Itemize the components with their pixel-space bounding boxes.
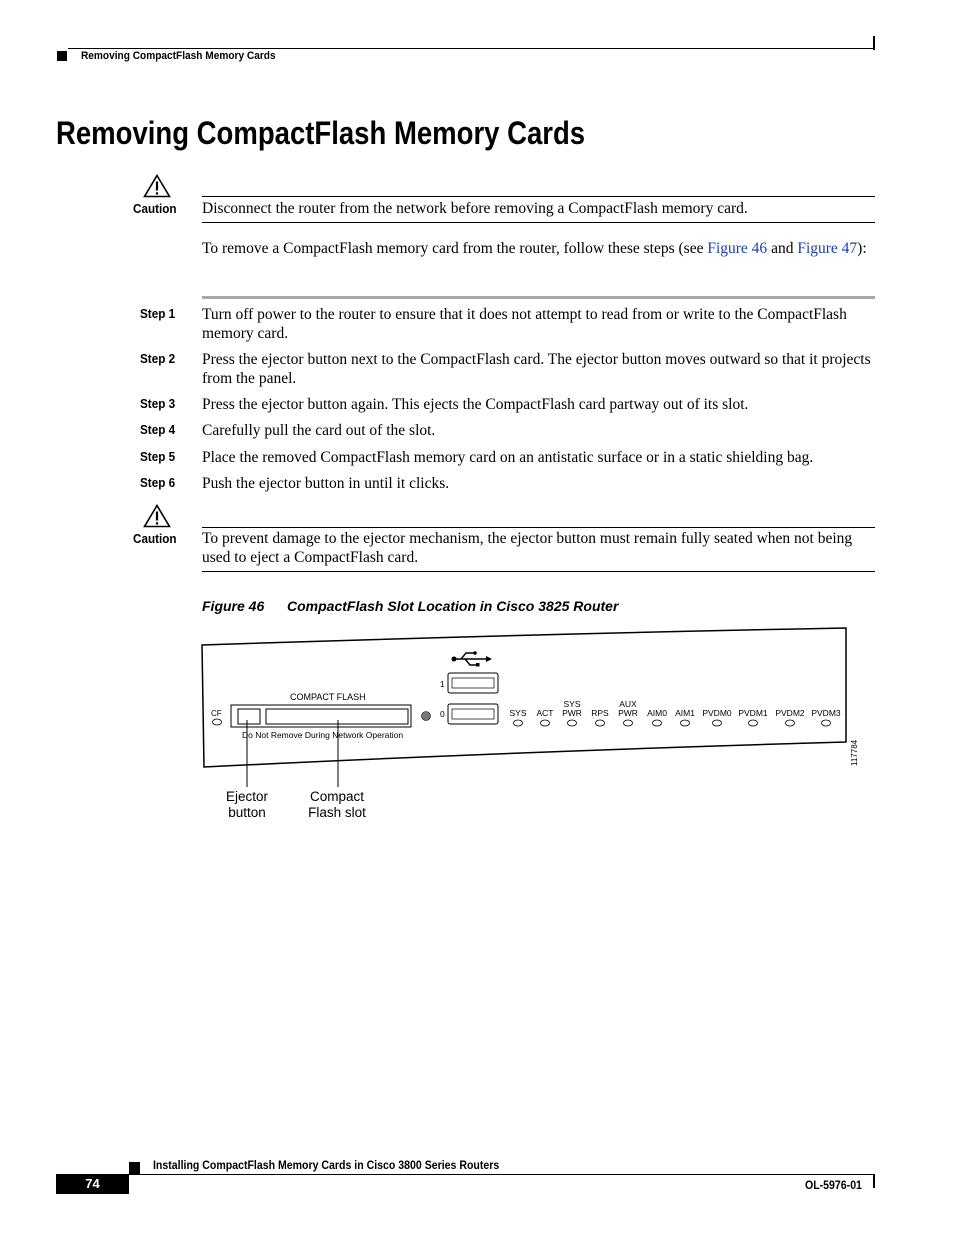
led-aux-pwr xyxy=(624,720,633,726)
step-label: Step 1 xyxy=(140,306,176,321)
slot-callout-label: Compact xyxy=(309,789,365,804)
art-id: 117784 xyxy=(850,739,859,766)
ejector-callout-label: Ejector xyxy=(225,789,269,804)
step-label: Step 5 xyxy=(140,449,176,464)
caution-icon xyxy=(143,504,171,528)
led-rps xyxy=(596,720,605,726)
usb-icon xyxy=(452,651,493,666)
step-label: Step 3 xyxy=(140,396,176,411)
footer-rule xyxy=(129,1174,875,1175)
cf-led xyxy=(213,719,222,725)
caution-icon xyxy=(143,174,171,198)
header-marker xyxy=(57,51,67,61)
figure-number: Figure 46 xyxy=(202,598,265,614)
led-label: PVDM2 xyxy=(775,708,805,718)
slot-callout-label: Flash slot xyxy=(308,805,366,820)
led-label: PWR xyxy=(562,708,582,718)
step-label: Step 6 xyxy=(140,475,176,490)
intro-text: To remove a CompactFlash memory card from the router, follow these steps (see xyxy=(202,240,708,257)
caution-top-rule xyxy=(202,196,875,197)
footer-tick xyxy=(873,1174,875,1188)
step-text: Carefully pull the card out of the slot. xyxy=(202,422,436,439)
led-label: SYS xyxy=(563,699,581,709)
document-id: OL-5976-01 xyxy=(805,1178,862,1192)
warning-label: Do Not Remove During Network Operation xyxy=(242,730,404,740)
header-tick xyxy=(873,36,875,50)
led-sys-pwr xyxy=(568,720,577,726)
led-pvdm1 xyxy=(749,720,758,726)
intro-text: ): xyxy=(857,240,867,257)
step-text: Turn off power to the router to ensure that it does not attempt to read from or write to the CompactFlash memory card. xyxy=(202,306,847,342)
step-label: Step 2 xyxy=(140,351,176,366)
figure-46-link[interactable]: Figure 46 xyxy=(707,240,768,257)
led-sys xyxy=(514,720,523,726)
led-pvdm3 xyxy=(822,720,831,726)
led-act xyxy=(541,720,550,726)
step-text: Place the removed CompactFlash memory card on an antistatic surface or in a static shielding bag. xyxy=(202,449,814,466)
ejector-callout-label: button xyxy=(228,805,266,820)
cf-label: CF xyxy=(211,709,222,718)
page-number: 74 xyxy=(85,1176,100,1191)
caution-bottom-rule xyxy=(202,222,875,223)
caution-top-rule xyxy=(202,527,875,528)
usb-port-0-label: 0 xyxy=(440,709,445,719)
footer-marker xyxy=(129,1162,140,1174)
header-rule xyxy=(68,48,875,49)
led-label: SYS xyxy=(509,708,527,718)
caution-label: Caution xyxy=(133,531,177,546)
step-text: Press the ejector button next to the CompactFlash card. The ejector button moves outward so that it projects from the panel. xyxy=(202,351,871,387)
router-front-panel-figure xyxy=(190,625,870,830)
figure-caption xyxy=(202,598,618,614)
compact-flash-slot[interactable] xyxy=(266,709,408,724)
step-text: Push the ejector button in until it clicks. xyxy=(202,475,450,492)
status-led-group xyxy=(509,699,840,726)
steps-rule xyxy=(202,296,875,299)
intro-text: and xyxy=(767,240,798,257)
led-label: PVDM1 xyxy=(738,708,768,718)
led-label: AUX xyxy=(619,699,637,709)
panel-button xyxy=(422,712,431,721)
led-label: AIM0 xyxy=(647,708,667,718)
caution-text: To prevent damage to the ejector mechanism, the ejector button must remain fully seated when not being used to eject a CompactFlash card. xyxy=(202,530,853,566)
intro-paragraph xyxy=(202,239,875,258)
running-header: Removing CompactFlash Memory Cards xyxy=(81,50,276,62)
led-aim1 xyxy=(681,720,690,726)
caution-text: Disconnect the router from the network before removing a CompactFlash memory card. xyxy=(202,200,748,217)
compact-flash-label: COMPACT FLASH xyxy=(290,692,366,702)
usb-port-1[interactable] xyxy=(448,673,498,693)
usb-port-1-label: 1 xyxy=(440,679,445,689)
led-pvdm0 xyxy=(713,720,722,726)
caution-bottom-rule xyxy=(202,571,875,572)
usb-port-0[interactable] xyxy=(448,704,498,724)
ejector-button[interactable] xyxy=(238,709,260,724)
led-label: ACT xyxy=(536,708,554,718)
footer-title: Installing CompactFlash Memory Cards in Cisco 3800 Series Routers xyxy=(153,1158,500,1172)
led-label: PVDM0 xyxy=(702,708,732,718)
led-aim0 xyxy=(653,720,662,726)
led-label: PWR xyxy=(618,708,638,718)
figure-title: CompactFlash Slot Location in Cisco 3825 Router xyxy=(287,598,619,614)
led-label: PVDM3 xyxy=(811,708,841,718)
figure-47-link[interactable]: Figure 47 xyxy=(797,240,858,257)
led-label: RPS xyxy=(591,708,609,718)
page-title: Removing CompactFlash Memory Cards xyxy=(56,115,586,151)
led-label: AIM1 xyxy=(675,708,695,718)
step-label: Step 4 xyxy=(140,422,176,437)
step-text: Press the ejector button again. This ejects the CompactFlash card partway out of its slot. xyxy=(202,396,749,413)
caution-label: Caution xyxy=(133,201,177,216)
led-pvdm2 xyxy=(786,720,795,726)
